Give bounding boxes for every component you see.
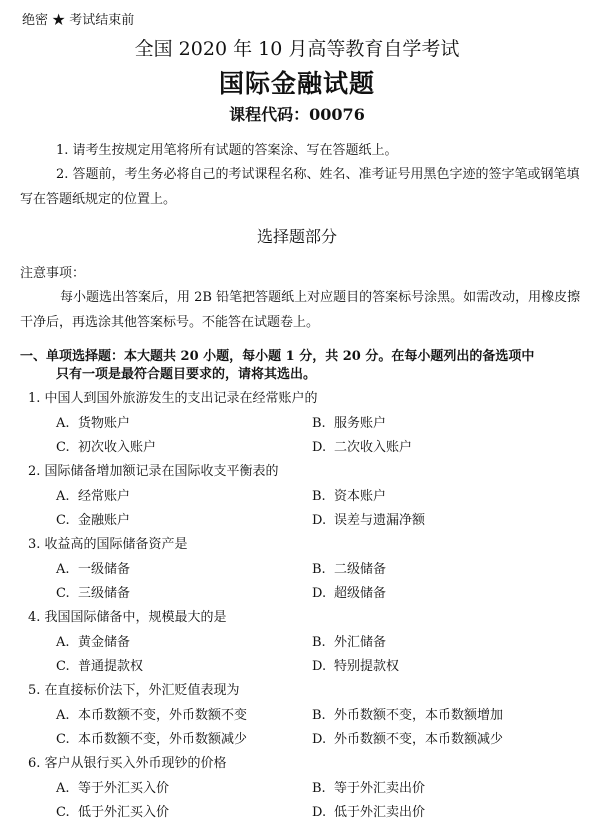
option-c (56, 728, 247, 747)
option-letter: C. (56, 805, 70, 820)
option-d (312, 728, 503, 747)
paper-title: 国际金融试题 (218, 69, 375, 98)
option-text: 二级储备 (334, 562, 387, 577)
option-b (312, 412, 386, 431)
option-text: 一级储备 (78, 562, 131, 577)
attention-label: 注意事项： (20, 266, 86, 281)
option-letter: B. (312, 416, 326, 431)
option-letter: C. (56, 513, 70, 528)
option-letter: C. (56, 586, 70, 601)
option-c (56, 582, 130, 601)
question-stem: 6. 客户从银行买入外币现钞的价格 (28, 756, 227, 771)
option-text: 黄金储备 (78, 635, 131, 650)
option-text: 等于外汇卖出价 (334, 781, 426, 796)
option-a (56, 412, 130, 431)
option-text: 超级储备 (334, 586, 387, 601)
option-text: 误差与遗漏净额 (334, 513, 426, 528)
option-letter: C. (56, 732, 70, 747)
option-text: 金融账户 (78, 513, 131, 528)
option-a (56, 631, 130, 650)
option-c (56, 436, 156, 455)
option-c (56, 509, 130, 528)
option-letter: A. (56, 562, 70, 577)
option-text: 货物账户 (78, 416, 131, 431)
option-a (56, 558, 130, 577)
question-stem: 1. 中国人到国外旅游发生的支出记录在经常账户的 (28, 391, 318, 406)
option-text: 外币数额不变，本币数额减少 (334, 732, 504, 747)
part-heading-line1: 一、单项选择题：本大题共 20 小题，每小题 1 分，共 20 分。在每小题列出的备选项中 (20, 349, 535, 364)
option-text: 经常账户 (78, 489, 131, 504)
option-letter: A. (56, 781, 70, 796)
option-a (56, 777, 169, 796)
option-b (312, 777, 425, 796)
option-d (312, 582, 386, 601)
option-letter: B. (312, 562, 326, 577)
question-stem: 2. 国际储备增加额记录在国际收支平衡表的 (28, 464, 279, 479)
course-code: 课程代码：00076 (229, 105, 365, 124)
option-text: 外汇储备 (334, 635, 387, 650)
section-title: 选择题部分 (256, 227, 337, 246)
option-letter: C. (56, 440, 70, 455)
option-letter: B. (312, 708, 326, 723)
secret-mark: 绝密 ★ 考试结束前 (22, 13, 135, 28)
part-heading (20, 348, 585, 384)
option-letter: B. (312, 781, 326, 796)
option-text: 初次收入账户 (78, 440, 157, 455)
option-text: 低于外汇买入价 (78, 805, 170, 820)
option-b (312, 704, 503, 723)
option-letter: D. (312, 513, 327, 528)
option-d (312, 655, 399, 674)
option-letter: A. (56, 635, 70, 650)
attention-body: 每小题选出答案后，用 2B 铅笔把答题纸上对应题目的答案标号涂黑。如需改动，用橡皮擦干净后，再选涂其他答案标号。不能答在试题卷上。 (20, 290, 581, 330)
option-letter: D. (312, 586, 327, 601)
option-text: 二次收入账户 (334, 440, 413, 455)
option-letter: A. (56, 708, 70, 723)
option-text: 本币数额不变，外币数额不变 (78, 708, 248, 723)
option-b (312, 485, 386, 504)
option-letter: B. (312, 489, 326, 504)
option-text: 低于外汇卖出价 (334, 805, 426, 820)
option-letter: B. (312, 635, 326, 650)
option-a (56, 704, 247, 723)
option-c (56, 801, 169, 820)
option-letter: C. (56, 659, 70, 674)
option-b (312, 558, 386, 577)
option-text: 等于外汇买入价 (78, 781, 170, 796)
option-letter: D. (312, 732, 327, 747)
option-letter: D. (312, 805, 327, 820)
option-letter: A. (56, 416, 70, 431)
option-c (56, 655, 143, 674)
option-text: 三级储备 (78, 586, 131, 601)
option-b (312, 631, 386, 650)
option-text: 本币数额不变，外币数额减少 (78, 732, 248, 747)
option-letter: D. (312, 659, 327, 674)
option-text: 资本账户 (334, 489, 387, 504)
option-d (312, 509, 425, 528)
question-stem: 3. 收益高的国际储备资产是 (28, 537, 188, 552)
option-letter: D. (312, 440, 327, 455)
exam-heading: 全国 2020 年 10 月高等教育自学考试 (134, 38, 460, 60)
notice-1: 1. 请考生按规定用笔将所有试题的答案涂、写在答题纸上。 (56, 143, 398, 158)
option-text: 服务账户 (334, 416, 387, 431)
option-text: 普通提款权 (78, 659, 144, 674)
notice-2: 2. 答题前，考生务必将自己的考试课程名称、姓名、准考证号用黑色字迹的签字笔或钢笔填写在答题纸规定的位置上。 (20, 167, 580, 207)
question-stem: 5. 在直接标价法下，外汇贬值表现为 (28, 683, 240, 698)
part-heading-line2: 只有一项是最符合题目要求的，请将其选出。 (56, 367, 317, 382)
option-d (312, 436, 412, 455)
option-text: 特别提款权 (334, 659, 400, 674)
option-a (56, 485, 130, 504)
option-letter: A. (56, 489, 70, 504)
option-d (312, 801, 425, 820)
question-stem: 4. 我国国际储备中，规模最大的是 (28, 610, 227, 625)
option-text: 外币数额不变，本币数额增加 (334, 708, 504, 723)
